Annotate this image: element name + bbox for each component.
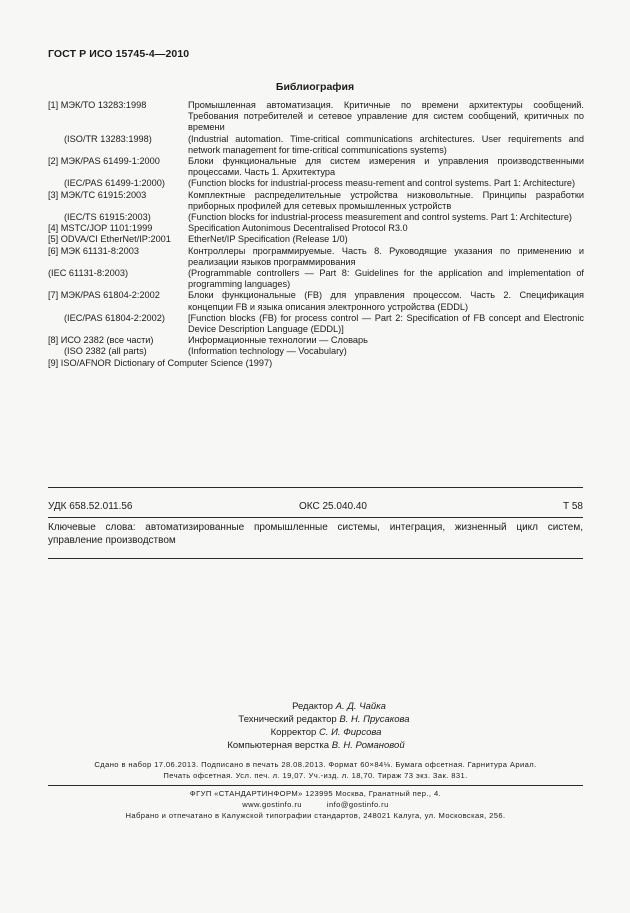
bib-entry-2-en bbox=[48, 178, 584, 189]
editor-label: Редактор bbox=[292, 701, 333, 712]
credits bbox=[0, 700, 630, 752]
bib-text: (Function blocks for industrial-process measu-rement and control systems. Part 1: Architecture) bbox=[188, 178, 576, 189]
bib-entry-8 bbox=[48, 335, 584, 346]
publisher-site: www.gostinfo.ru bbox=[242, 800, 302, 809]
bibliography-title: Библиография bbox=[275, 81, 355, 93]
bib-text: [Function blocks (FB) for process control — Part 2: Specification of FB concept and Electronic Device Description Language (EDDL)] bbox=[188, 312, 584, 335]
bib-ref: (IEC/PAS 61499-1:2000) bbox=[64, 178, 165, 189]
bib-text: Комплектные распределительные устройства низковольтные. Принципы разработки приборных профилей для сетевых промышленных устройств bbox=[188, 189, 584, 211]
bib-entry-8-en bbox=[48, 346, 584, 357]
divider-bottom bbox=[48, 558, 583, 559]
tech-editor-name: В. Н. Прусакова bbox=[339, 714, 410, 725]
tech-editor-line bbox=[0, 713, 630, 726]
oks-code: ОКС 25.040.40 bbox=[299, 501, 367, 512]
bib-entry-1-en bbox=[48, 134, 584, 156]
bib-text: (Function blocks for industrial-process measurement and control systems. Part 1: Architecture) bbox=[188, 212, 572, 223]
bib-text: Промышленная автоматизация. Критичные по времени архитектуры сообщений. Требования потребителей и сетевое управление для систем сообщений, критичных по времени bbox=[188, 100, 584, 133]
bibliography-list bbox=[48, 100, 584, 369]
bib-text: (Information technology — Vocabulary) bbox=[188, 346, 347, 357]
print-info-line-2: Печать офсетная. Усл. печ. л. 19,07. Уч.-изд. л. 18,70. Тираж 73 экз. Зак. 831. bbox=[163, 771, 468, 780]
corrector-name: С. И. Фирсова bbox=[318, 727, 382, 738]
publisher-contacts bbox=[48, 799, 583, 810]
bib-ref: [8] ИСО 2382 (все части) bbox=[48, 335, 154, 346]
layout-label: Компьютерная верстка bbox=[227, 740, 330, 751]
bib-entry-3 bbox=[48, 190, 584, 212]
keywords: Ключевые слова: автоматизированные промышленные системы, интеграция, жизненный цикл систем, управление производством bbox=[48, 522, 583, 546]
bib-text: Информационные технологии — Словарь bbox=[188, 335, 368, 346]
bib-text: Контроллеры программируемые. Часть 8. Руководящие указания по применению и реализации языков программирования bbox=[188, 245, 584, 267]
bib-entry-1 bbox=[48, 100, 584, 134]
layout-line bbox=[0, 739, 630, 752]
bib-text: EtherNet/IP Specification (Release 1/0) bbox=[188, 234, 348, 245]
divider-top bbox=[48, 487, 583, 488]
bib-ref: [6] МЭК 61131-8:2003 bbox=[48, 245, 139, 256]
bib-ref: (IEC/TS 61915:2003) bbox=[64, 212, 151, 223]
print-info-line-1: Сдано в набор 17.06.2013. Подписано в печать 28.08.2013. Формат 60×84⅛. Бумага офсетная. Гарнитура Ариал. bbox=[94, 760, 537, 769]
editor-line bbox=[0, 700, 630, 713]
bib-text: (Programmable controllers — Part 8: Guidelines for the application and implementation of programming languages) bbox=[188, 268, 584, 290]
bib-entry-9 bbox=[48, 358, 584, 369]
bib-ref: (IEC 61131-8:2003) bbox=[48, 268, 129, 279]
udk-code: УДК 658.52.011.56 bbox=[48, 501, 133, 512]
publisher-line-3: Набрано и отпечатано в Калужской типографии стандартов, 248021 Калуга, ул. Московская, 256. bbox=[125, 811, 506, 820]
document-id: ГОСТ Р ИСО 15745-4—2010 bbox=[48, 48, 190, 60]
divider-mid bbox=[48, 517, 583, 518]
bib-ref: [4] MSTC/JOP 1101:1999 bbox=[48, 223, 153, 234]
bib-entry-4 bbox=[48, 223, 584, 234]
bib-entry-6 bbox=[48, 246, 584, 268]
bib-ref: [7] МЭК/PAS 61804-2:2002 bbox=[48, 290, 160, 301]
publisher-info bbox=[48, 788, 583, 821]
layout-name: В. Н. Романовой bbox=[331, 740, 405, 751]
publisher-email: info@gostinfo.ru bbox=[326, 800, 389, 809]
t-code: Т 58 bbox=[562, 501, 583, 512]
publisher-line-1: ФГУП «СТАНДАРТИНФОРМ» 123995 Москва, Гранатный пер., 4. bbox=[189, 789, 442, 798]
bib-full: [9] ISO/AFNOR Dictionary of Computer Science (1997) bbox=[48, 357, 273, 368]
corrector-line bbox=[0, 726, 630, 739]
bib-ref: (IEC/PAS 61804-2:2002) bbox=[64, 312, 165, 323]
print-info bbox=[48, 759, 583, 781]
tech-editor-label: Технический редактор bbox=[238, 714, 337, 725]
bib-ref: [1] МЭК/ТО 13283:1998 bbox=[48, 100, 147, 110]
bib-text: Specification Autonimous Decentralised Protocol R3.0 bbox=[188, 223, 408, 234]
bib-text: Блоки функциональные (FB) для управления процессом. Часть 2. Спецификация концепции FB и языка описания электронного устройства (EDDL) bbox=[188, 290, 584, 312]
bib-text: (Industrial automation. Time-critical communications architectures. User requirements and network management for time-critical communications systems) bbox=[188, 133, 584, 155]
bib-entry-6-en bbox=[48, 268, 584, 290]
editor-name: А. Д. Чайка bbox=[335, 701, 386, 712]
bib-ref: (ISO 2382 (all parts) bbox=[64, 346, 147, 357]
bib-entry-7-en bbox=[48, 313, 584, 335]
bib-entry-5 bbox=[48, 234, 584, 245]
divider-print bbox=[48, 785, 583, 786]
bib-entry-3-en bbox=[48, 212, 584, 223]
bib-text: Блоки функциональные для систем измерения и управления производственными процессами. Часть 1. Архитектура bbox=[188, 156, 584, 178]
bib-ref: [5] ODVA/CI EtherNet/IP:2001 bbox=[48, 234, 171, 245]
bib-ref: [2] МЭК/PAS 61499-1:2000 bbox=[48, 156, 160, 167]
corrector-label: Корректор bbox=[270, 727, 317, 738]
bib-entry-7 bbox=[48, 290, 584, 312]
bib-ref: [3] МЭК/ТС 61915:2003 bbox=[48, 189, 147, 200]
bib-entry-2 bbox=[48, 156, 584, 178]
bib-ref: (ISO/TR 13283:1998) bbox=[64, 133, 152, 144]
